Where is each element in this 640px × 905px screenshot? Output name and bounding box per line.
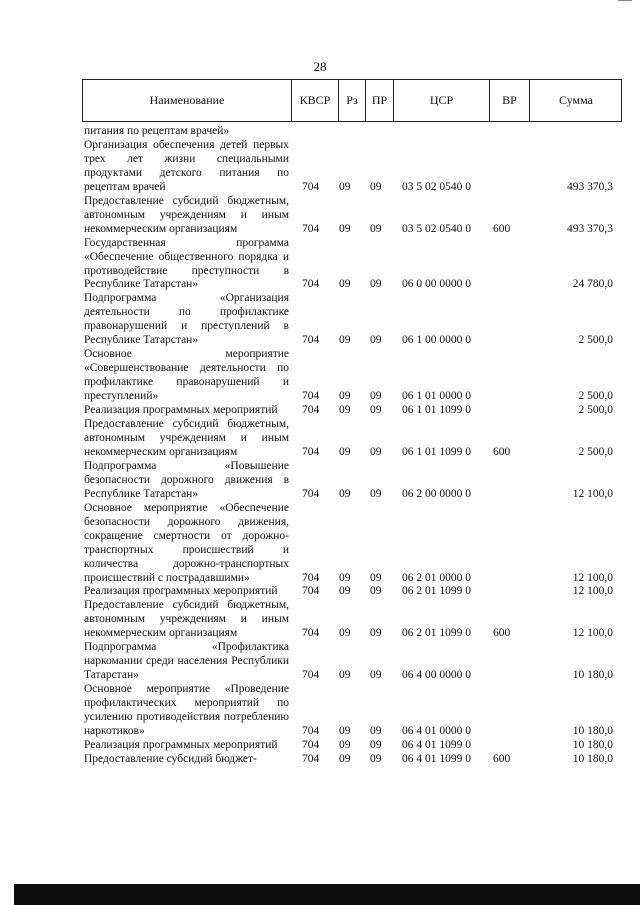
row-name: Подпрограмма «Организация деятельности по профилактике правонарушений и преступлений в Республике Татарстан» <box>84 292 289 347</box>
table-header <box>82 79 622 122</box>
table-row <box>0 502 640 586</box>
row-rz: 09 <box>339 627 351 640</box>
table-row <box>0 139 640 195</box>
table-row <box>0 237 640 293</box>
row-rz: 09 <box>339 585 351 598</box>
row-sum: 12 100,0 <box>572 487 613 500</box>
table-row <box>0 404 640 418</box>
row-csr: 06 1 01 1099 0 <box>402 404 471 417</box>
row-kvsr: 704 <box>302 585 320 598</box>
row-sum: 12 100,0 <box>572 627 613 640</box>
header-kvsr: КВСР <box>291 80 338 121</box>
row-name: Основное мероприятие «Совершенствование деятельности по профилактике правонарушений и преступлений» <box>84 348 289 403</box>
row-kvsr: 704 <box>302 334 320 347</box>
row-pr: 09 <box>370 585 382 598</box>
row-sum: 24 780,0 <box>572 278 613 291</box>
row-csr: 06 2 01 1099 0 <box>402 585 471 598</box>
row-csr: 06 1 00 0000 0 <box>402 334 471 347</box>
row-csr: 06 2 00 0000 0 <box>402 487 471 500</box>
row-pr: 09 <box>370 724 382 737</box>
row-pr: 09 <box>370 404 382 417</box>
row-vr: 600 <box>493 752 511 765</box>
row-pr: 09 <box>370 571 382 584</box>
row-rz: 09 <box>339 487 351 500</box>
row-rz: 09 <box>339 752 351 765</box>
row-kvsr: 704 <box>302 278 320 291</box>
table-row <box>0 348 640 404</box>
row-pr: 09 <box>370 627 382 640</box>
scan-edge-mark <box>618 0 632 4</box>
row-sum: 10 180,0 <box>572 738 613 751</box>
row-rz: 09 <box>339 390 351 403</box>
row-name: Предоставление субсидий бюджетным, автономным учреждениям и иным некоммерческим организациям <box>84 418 289 458</box>
table-body <box>0 125 640 767</box>
row-kvsr: 704 <box>302 445 320 458</box>
row-rz: 09 <box>339 724 351 737</box>
row-rz: 09 <box>339 180 351 193</box>
row-rz: 09 <box>339 278 351 291</box>
row-name: Организация обеспечения детей первых трех лет жизни специальными продуктами детского питания по рецептам врачей <box>84 138 289 193</box>
row-csr: 06 4 01 1099 0 <box>402 738 471 751</box>
table-row <box>0 585 640 599</box>
row-pr: 09 <box>370 278 382 291</box>
row-vr: 600 <box>493 445 511 458</box>
row-vr: 600 <box>493 222 511 235</box>
row-kvsr: 704 <box>302 738 320 751</box>
table-row <box>0 683 640 739</box>
row-kvsr: 704 <box>302 724 320 737</box>
row-csr: 06 1 01 1099 0 <box>402 445 471 458</box>
row-kvsr: 704 <box>302 222 320 235</box>
page-number: 28 <box>313 59 327 74</box>
row-rz: 09 <box>339 404 351 417</box>
row-csr: 03 5 02 0540 0 <box>402 180 471 193</box>
row-kvsr: 704 <box>302 752 320 765</box>
header-name: Наименование <box>149 93 225 107</box>
row-pr: 09 <box>370 334 382 347</box>
row-kvsr: 704 <box>302 404 320 417</box>
row-csr: 06 1 01 0000 0 <box>402 390 471 403</box>
table-row <box>0 739 640 753</box>
table-row <box>0 292 640 348</box>
row-name: Предоставление субсидий бюджетным, автономным учреждениям и иным некоммерческим организациям <box>84 194 289 235</box>
row-pr: 09 <box>370 752 382 765</box>
row-rz: 09 <box>339 222 351 235</box>
row-name: Реализация программных мероприятий <box>84 738 278 751</box>
row-sum: 10 180,0 <box>572 669 613 682</box>
row-name: питания по рецептам врачей» <box>84 125 230 137</box>
row-csr: 06 4 01 1099 0 <box>402 752 471 765</box>
header-csr: ЦСР <box>393 80 489 121</box>
row-name: Предоставление субсидий бюджетным, автономным учреждениям и иным некоммерческим организациям <box>84 599 289 640</box>
row-csr: 06 2 01 0000 0 <box>402 571 471 584</box>
table-row <box>0 460 640 502</box>
row-name: Государственная программа «Обеспечение общественного порядка и противодействие преступности в Республике Татарстан» <box>84 236 289 291</box>
header-pr: ПР <box>365 80 393 121</box>
row-pr: 09 <box>370 180 382 193</box>
row-sum: 2 500,0 <box>578 445 613 458</box>
row-sum: 12 100,0 <box>572 585 613 598</box>
row-rz: 09 <box>339 571 351 584</box>
row-csr: 06 0 00 0000 0 <box>402 278 471 291</box>
row-name: Основное мероприятие «Проведение профилактических мероприятий по усилению противодействия потреблению наркотиков» <box>84 683 289 737</box>
row-sum: 2 500,0 <box>578 334 613 347</box>
row-pr: 09 <box>370 390 382 403</box>
row-pr: 09 <box>370 669 382 682</box>
row-sum: 2 500,0 <box>578 404 613 417</box>
row-rz: 09 <box>339 445 351 458</box>
row-kvsr: 704 <box>302 669 320 682</box>
row-rz: 09 <box>339 334 351 347</box>
table-row <box>0 599 640 641</box>
row-kvsr: 704 <box>302 627 320 640</box>
row-pr: 09 <box>370 487 382 500</box>
row-sum: 493 370,3 <box>567 180 613 193</box>
row-kvsr: 704 <box>302 571 320 584</box>
row-sum: 12 100,0 <box>572 571 613 584</box>
scan-bottom-band <box>14 884 640 905</box>
header-rz: Рз <box>338 80 365 121</box>
header-sum: Сумма <box>529 80 622 121</box>
table-row <box>0 418 640 460</box>
row-rz: 09 <box>339 669 351 682</box>
table-row <box>0 195 640 237</box>
row-csr: 06 2 01 1099 0 <box>402 627 471 640</box>
table-row <box>0 753 640 767</box>
row-sum: 10 180,0 <box>572 724 613 737</box>
row-csr: 06 4 00 0000 0 <box>402 669 471 682</box>
row-pr: 09 <box>370 222 382 235</box>
table-row <box>0 125 640 139</box>
row-vr: 600 <box>493 627 511 640</box>
header-vr: ВР <box>489 80 529 121</box>
row-name: Подпрограмма «Повышение безопасности дорожного движения в Республике Татарстан» <box>84 459 289 500</box>
row-name: Основное мероприятие «Обеспечение безопасности дорожного движения, сокращение смертности от дорожно-транспортных происшествий и количества дорожно-транспортных происшествий с пострадавшими» <box>84 501 289 584</box>
row-rz: 09 <box>339 738 351 751</box>
row-sum: 493 370,3 <box>567 222 613 235</box>
row-name: Реализация программных мероприятий <box>84 404 278 417</box>
row-sum: 2 500,0 <box>578 390 613 403</box>
row-name: Предоставление субсидий бюджет- <box>84 752 257 765</box>
row-pr: 09 <box>370 738 382 751</box>
row-name: Подпрограмма «Профилактика наркомании среди населения Республики Татарстан» <box>84 641 289 682</box>
row-sum: 10 180,0 <box>572 752 613 765</box>
row-kvsr: 704 <box>302 390 320 403</box>
row-kvsr: 704 <box>302 180 320 193</box>
row-name: Реализация программных мероприятий <box>84 585 278 598</box>
row-pr: 09 <box>370 445 382 458</box>
row-csr: 03 5 02 0540 0 <box>402 222 471 235</box>
row-kvsr: 704 <box>302 487 320 500</box>
row-csr: 06 4 01 0000 0 <box>402 724 471 737</box>
table-row <box>0 641 640 683</box>
